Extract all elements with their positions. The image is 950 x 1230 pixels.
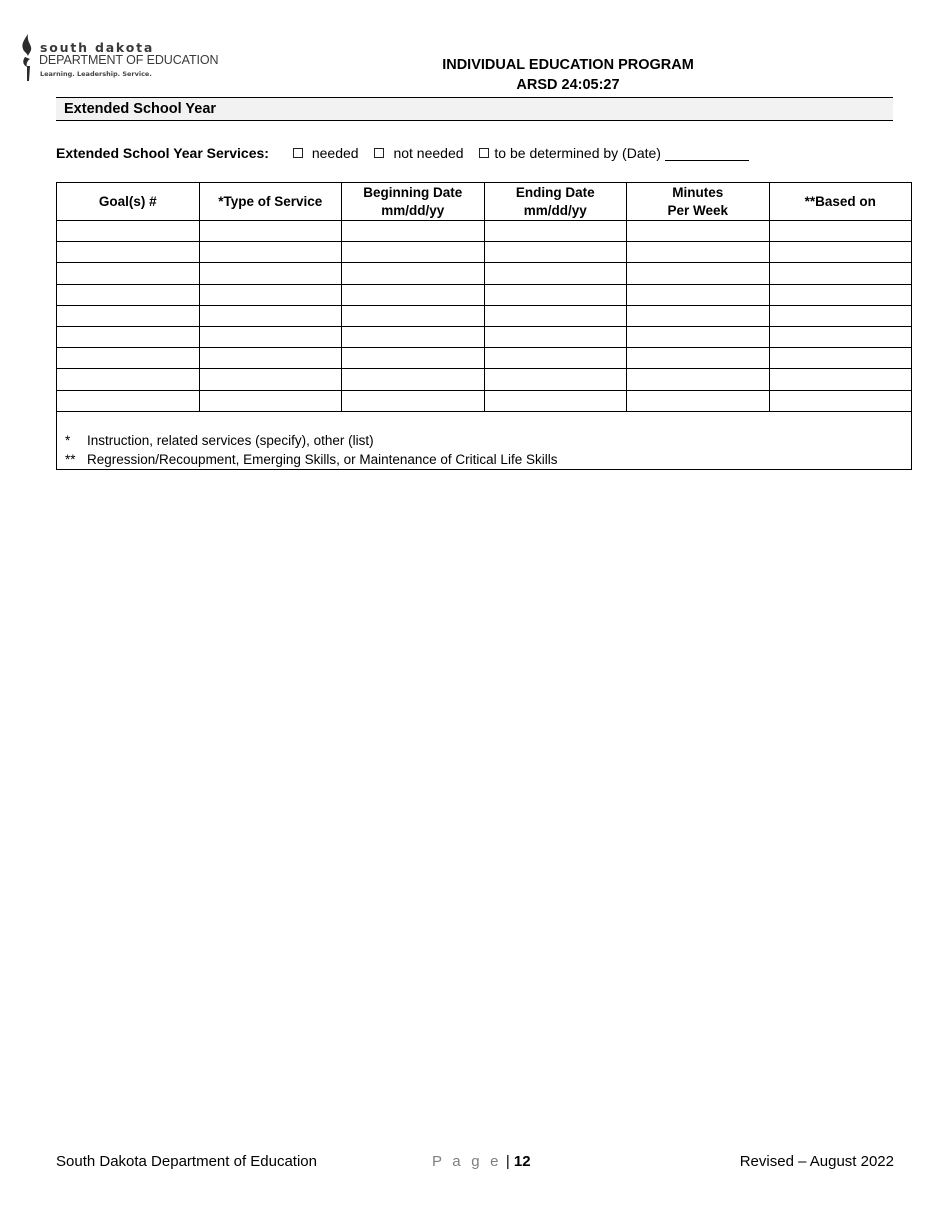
cell-goals[interactable] [57, 305, 200, 326]
table-row [57, 390, 912, 411]
cell-beginning-date[interactable] [342, 348, 485, 369]
table-notes-row [57, 411, 912, 469]
cell-goals[interactable] [57, 348, 200, 369]
cell-beginning-date[interactable] [342, 263, 485, 284]
column-header-beginning-date: Beginning Date mm/dd/yy [342, 183, 485, 221]
table-row [57, 242, 912, 263]
cell-beginning-date[interactable] [342, 369, 485, 390]
cell-beginning-date[interactable] [342, 390, 485, 411]
cell-minutes-per-week[interactable] [627, 369, 770, 390]
cell-ending-date[interactable] [484, 390, 627, 411]
table-notes [57, 411, 912, 469]
document-title: INDIVIDUAL EDUCATION PROGRAM [442, 57, 694, 73]
cell-minutes-per-week[interactable] [627, 242, 770, 263]
cell-type-of-service[interactable] [199, 390, 342, 411]
option-to-be-determined[interactable] [479, 144, 749, 162]
column-header-goals: Goal(s) # [57, 183, 200, 221]
determination-date-field[interactable] [665, 146, 749, 161]
table-row [57, 263, 912, 284]
needed-checkbox[interactable] [293, 148, 303, 158]
cell-ending-date[interactable] [484, 326, 627, 347]
section-title: Extended School Year [64, 101, 217, 117]
note-based-on: ** Regression/Recoupment, Emerging Skills, or Maintenance of Critical Life Skills [65, 451, 558, 467]
cell-based-on[interactable] [769, 390, 912, 411]
cell-based-on[interactable] [769, 369, 912, 390]
cell-type-of-service[interactable] [199, 284, 342, 305]
cell-based-on[interactable] [769, 348, 912, 369]
column-header-based-on: **Based on [769, 183, 912, 221]
cell-minutes-per-week[interactable] [627, 305, 770, 326]
cell-type-of-service[interactable] [199, 369, 342, 390]
cell-goals[interactable] [57, 326, 200, 347]
cell-beginning-date[interactable] [342, 242, 485, 263]
column-header-type-of-service: *Type of Service [199, 183, 342, 221]
cell-goals[interactable] [57, 284, 200, 305]
esy-services-label: Extended School Year Services: [56, 145, 269, 161]
not-needed-checkbox[interactable] [374, 148, 384, 158]
cell-based-on[interactable] [769, 305, 912, 326]
logo-tagline: Learning. Leadership. Service. [40, 70, 152, 78]
cell-goals[interactable] [57, 390, 200, 411]
table-row [57, 221, 912, 242]
footer-page-value: 12 [513, 1153, 531, 1170]
cell-minutes-per-week[interactable] [627, 326, 770, 347]
logo-line1: south dakota [40, 40, 155, 55]
cell-ending-date[interactable] [484, 242, 627, 263]
cell-beginning-date[interactable] [342, 284, 485, 305]
table-header-row [57, 183, 912, 221]
table-row [57, 284, 912, 305]
not-needed-label: not needed [393, 145, 464, 161]
footer-organization: South Dakota Department of Education [56, 1153, 317, 1170]
table-row [57, 305, 912, 326]
sd-doe-logo [18, 32, 233, 84]
cell-goals[interactable] [57, 221, 200, 242]
cell-type-of-service[interactable] [199, 242, 342, 263]
table-row [57, 326, 912, 347]
esy-services-table [56, 182, 912, 470]
cell-ending-date[interactable] [484, 263, 627, 284]
cell-ending-date[interactable] [484, 284, 627, 305]
cell-goals[interactable] [57, 369, 200, 390]
cell-based-on[interactable] [769, 326, 912, 347]
footer-page-number [432, 1153, 531, 1171]
cell-type-of-service[interactable] [199, 263, 342, 284]
column-header-minutes-per-week: Minutes Per Week [627, 183, 770, 221]
cell-type-of-service[interactable] [199, 348, 342, 369]
logo-line2: DEPARTMENT OF EDUCATION [39, 53, 219, 67]
esy-services-row [56, 144, 761, 162]
cell-based-on[interactable] [769, 284, 912, 305]
to-be-determined-label: to be determined by (Date) [494, 145, 661, 161]
section-header-bar [56, 97, 893, 121]
cell-minutes-per-week[interactable] [627, 284, 770, 305]
cell-minutes-per-week[interactable] [627, 221, 770, 242]
cell-ending-date[interactable] [484, 348, 627, 369]
cell-minutes-per-week[interactable] [627, 348, 770, 369]
footer-separator: | [505, 1153, 510, 1170]
cell-goals[interactable] [57, 242, 200, 263]
document-subtitle: ARSD 24:05:27 [516, 77, 620, 93]
cell-type-of-service[interactable] [199, 221, 342, 242]
table-row [57, 369, 912, 390]
column-header-ending-date: Ending Date mm/dd/yy [484, 183, 627, 221]
cell-based-on[interactable] [769, 242, 912, 263]
cell-minutes-per-week[interactable] [627, 263, 770, 284]
cell-beginning-date[interactable] [342, 305, 485, 326]
cell-based-on[interactable] [769, 263, 912, 284]
cell-type-of-service[interactable] [199, 305, 342, 326]
cell-goals[interactable] [57, 263, 200, 284]
footer-revision: Revised – August 2022 [739, 1153, 894, 1170]
torch-flame-icon [18, 32, 38, 82]
cell-ending-date[interactable] [484, 305, 627, 326]
table-row [57, 348, 912, 369]
note-type-of-service: * Instruction, related services (specify), other (list) [65, 432, 374, 448]
cell-based-on[interactable] [769, 221, 912, 242]
cell-ending-date[interactable] [484, 369, 627, 390]
cell-ending-date[interactable] [484, 221, 627, 242]
cell-type-of-service[interactable] [199, 326, 342, 347]
option-not-needed[interactable] [374, 144, 463, 162]
cell-minutes-per-week[interactable] [627, 390, 770, 411]
needed-label: needed [311, 145, 359, 161]
cell-beginning-date[interactable] [342, 326, 485, 347]
cell-beginning-date[interactable] [342, 221, 485, 242]
footer-page-word: P a g e [432, 1153, 502, 1170]
to-be-determined-checkbox[interactable] [479, 148, 489, 158]
option-needed[interactable] [293, 144, 359, 162]
